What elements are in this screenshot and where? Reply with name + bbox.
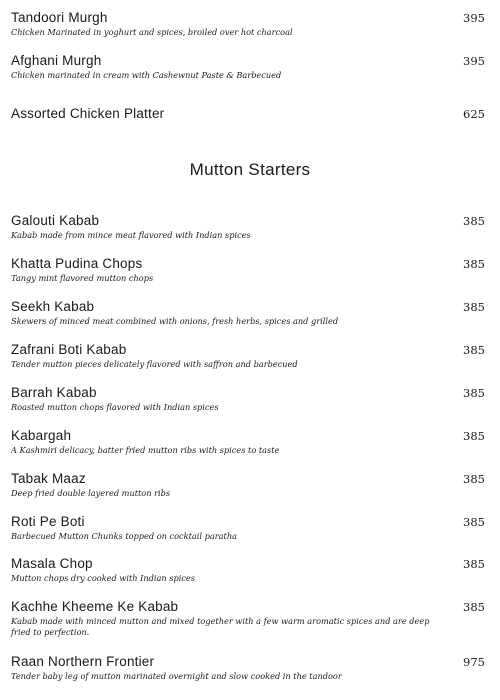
item-description: Mutton chops dry cooked with Indian spices — [11, 573, 195, 583]
item-price: 385 — [463, 386, 485, 400]
item-name: Zafrani Boti Kabab — [11, 342, 127, 357]
item-description: A Kashmiri delicacy, batter fried mutton ribs with spices to taste — [11, 445, 280, 455]
item-name: Afghani Murgh — [11, 53, 102, 68]
menu-item-kabargah — [11, 428, 485, 456]
menu-item-afghani-murgh — [11, 53, 485, 81]
item-name: Tabak Maaz — [11, 471, 86, 486]
menu-item-tandoori-murgh — [11, 10, 485, 38]
item-name: Kachhe Kheeme Ke Kabab — [11, 599, 179, 614]
item-price: 385 — [463, 557, 485, 571]
item-name: Roti Pe Boti — [11, 514, 85, 529]
item-name: Tandoori Murgh — [11, 10, 108, 25]
item-name: Galouti Kabab — [11, 213, 100, 228]
item-name: Assorted Chicken Platter — [11, 106, 165, 121]
item-description: Skewers of minced meat combined with onions, fresh herbs, spices and grilled — [11, 316, 339, 326]
item-price: 385 — [463, 343, 485, 357]
item-price: 395 — [463, 54, 485, 68]
item-price: 385 — [463, 214, 485, 228]
item-description: Tender mutton pieces delicately flavored with saffron and barbecued — [11, 359, 298, 369]
item-price: 385 — [463, 429, 485, 443]
item-description: Tangy mint flavored mutton chops — [11, 273, 154, 283]
item-description: Tender baby leg of mutton marinated overnight and slow cooked in the tandoor — [11, 671, 342, 681]
item-name: Barrah Kabab — [11, 385, 97, 400]
menu-item-assorted-chicken-platter — [11, 106, 485, 122]
item-name: Raan Northern Frontier — [11, 654, 155, 669]
item-price: 625 — [463, 107, 485, 121]
menu-item-zafrani-boti-kabab — [11, 342, 485, 370]
item-price: 395 — [463, 11, 485, 25]
item-description: Chicken marinated in cream with Cashewnut Paste & Barbecued — [11, 70, 282, 80]
menu-item-masala-chop — [11, 556, 485, 584]
item-description: Barbecued Mutton Chunks topped on cocktail paratha — [11, 531, 237, 541]
menu-item-tabak-maaz — [11, 471, 485, 499]
menu-item-barrah-kabab — [11, 385, 485, 413]
item-name: Seekh Kabab — [11, 299, 95, 314]
section-title: Mutton Starters — [189, 160, 311, 179]
item-price: 385 — [463, 257, 485, 271]
menu-item-roti-pe-boti — [11, 514, 485, 542]
item-description: Kabab made from mince meat flavored with Indian spices — [11, 230, 251, 240]
item-description: Deep fried double layered mutton ribs — [11, 488, 171, 498]
menu-item-seekh-kabab — [11, 299, 485, 327]
menu-item-raan-northern-frontier — [11, 654, 485, 682]
item-description: Kabab made with minced mutton and mixed together with a few warm aromatic spices and are deep fried to perfection. — [11, 616, 430, 637]
item-price: 385 — [463, 600, 485, 614]
item-price: 385 — [463, 515, 485, 529]
menu-item-khatta-pudina-chops — [11, 256, 485, 284]
item-price: 975 — [463, 655, 485, 669]
item-name: Masala Chop — [11, 556, 93, 571]
item-price: 385 — [463, 300, 485, 314]
item-name: Kabargah — [11, 428, 72, 443]
menu-item-kachhe-kheeme-ke-kabab — [11, 599, 485, 638]
item-description: Chicken Marinated in yoghurt and spices, broiled over hot charcoal — [11, 27, 293, 37]
item-description: Roasted mutton chops flavored with Indian spices — [11, 402, 219, 412]
menu-item-galouti-kabab — [11, 213, 485, 241]
item-name: Khatta Pudina Chops — [11, 256, 143, 271]
item-price: 385 — [463, 472, 485, 486]
